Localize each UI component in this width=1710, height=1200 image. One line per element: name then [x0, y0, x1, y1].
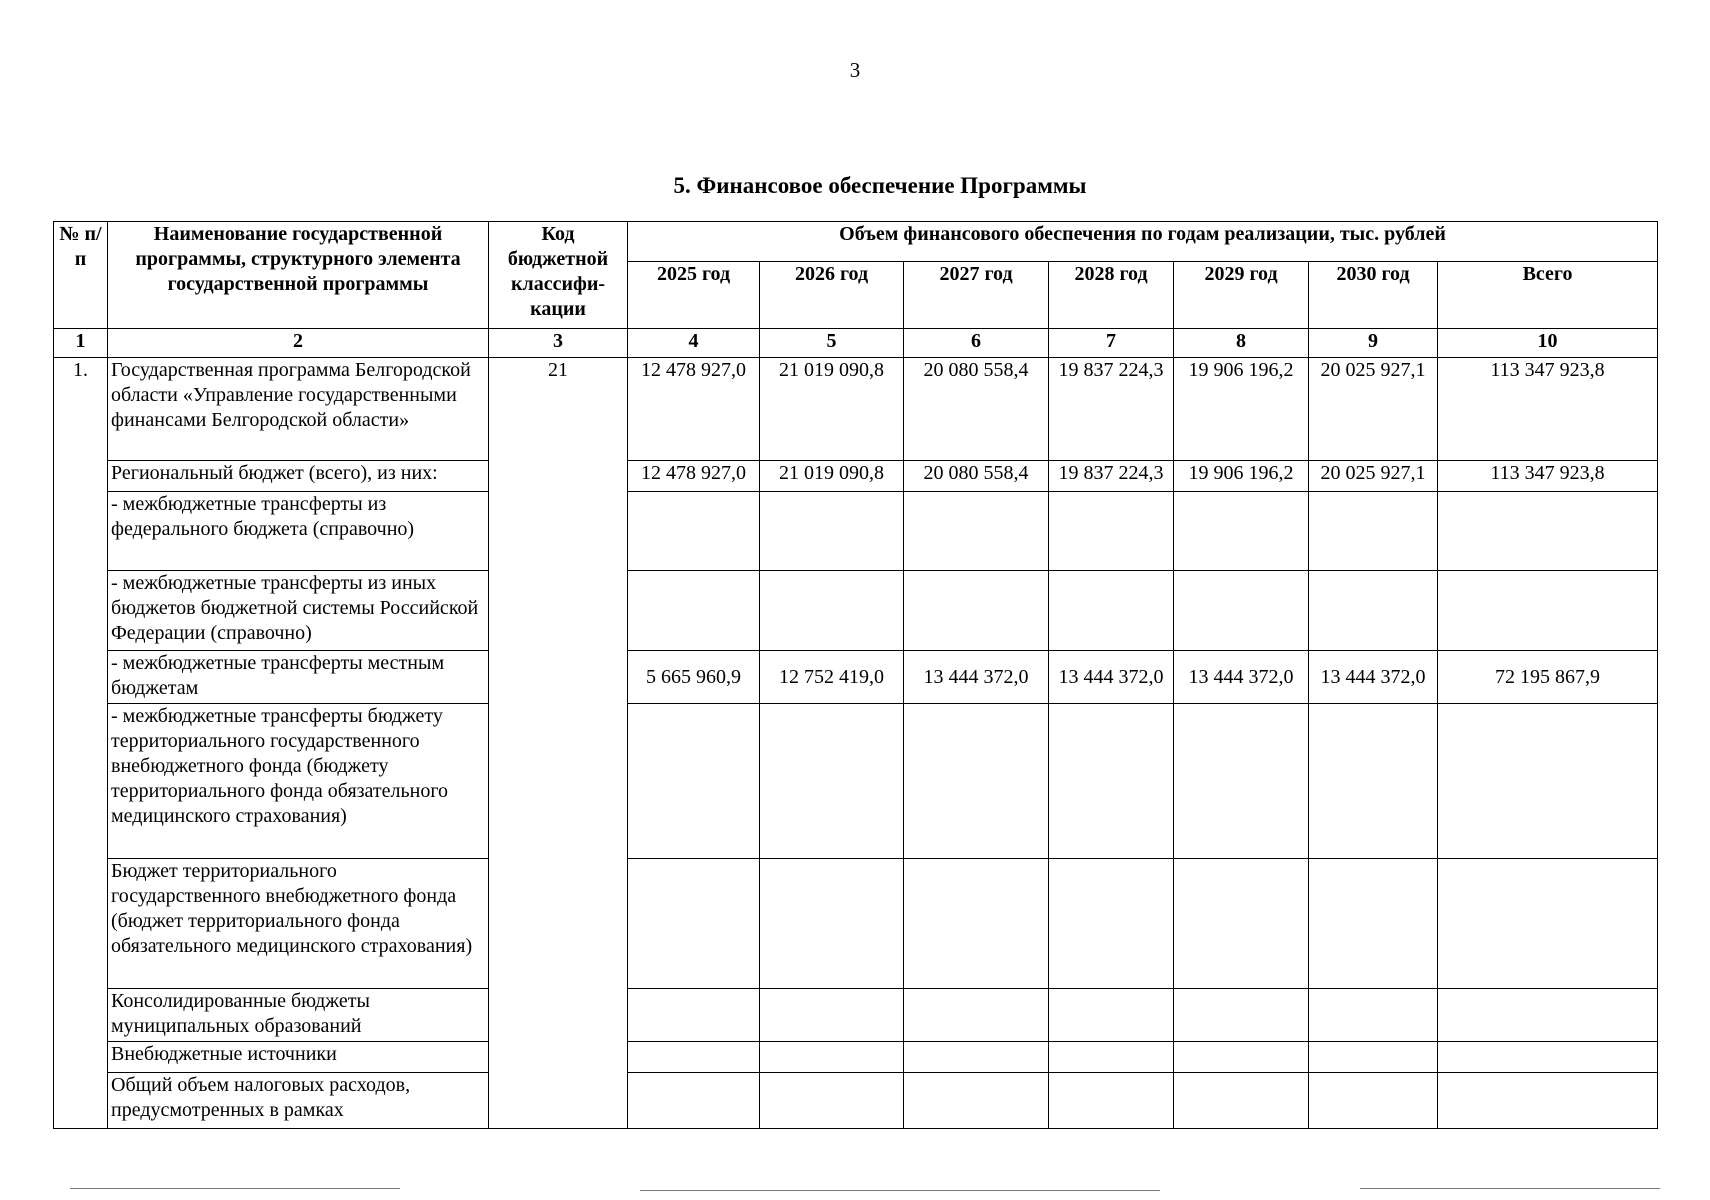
- scan-artifact: [1360, 1188, 1660, 1189]
- value-2027: [904, 859, 1049, 989]
- value-2030: [1309, 859, 1438, 989]
- value-2025: [628, 571, 760, 651]
- value-total: 113 347 923,8: [1438, 461, 1658, 492]
- value-2030: 20 025 927,1: [1309, 358, 1438, 461]
- table-row: [54, 651, 1658, 704]
- header-year-2028: 2028 год: [1049, 262, 1174, 329]
- header-total: Всего: [1438, 262, 1658, 329]
- value-2027: [904, 1042, 1049, 1073]
- value-2027: 20 080 558,4: [904, 358, 1049, 461]
- value-2027: [904, 704, 1049, 859]
- value-2028: [1049, 1073, 1174, 1129]
- value-2026: 21 019 090,8: [760, 461, 904, 492]
- table-row: [54, 358, 1658, 461]
- index-cell: 4: [628, 329, 760, 358]
- value-2028: [1049, 571, 1174, 651]
- value-2030: [1309, 492, 1438, 571]
- value-2026: [760, 704, 904, 859]
- value-total: [1438, 492, 1658, 571]
- value-2030: 20 025 927,1: [1309, 461, 1438, 492]
- value-2025: [628, 704, 760, 859]
- value-2027: [904, 989, 1049, 1042]
- value-total: [1438, 859, 1658, 989]
- value-2029: [1174, 704, 1309, 859]
- value-2028: [1049, 989, 1174, 1042]
- value-2026: [760, 1042, 904, 1073]
- value-2028: [1049, 1042, 1174, 1073]
- value-total: [1438, 1073, 1658, 1129]
- header-name: Наименование государственной программы, структурного элемента государственной программы: [108, 222, 489, 329]
- value-2028: 19 837 224,3: [1049, 358, 1174, 461]
- value-2026: 12 752 419,0: [760, 651, 904, 704]
- value-2026: [760, 989, 904, 1042]
- value-2028: 19 837 224,3: [1049, 461, 1174, 492]
- value-2027: [904, 1073, 1049, 1129]
- value-2026: [760, 1073, 904, 1129]
- value-2025: [628, 989, 760, 1042]
- value-2029: [1174, 492, 1309, 571]
- row-name: - межбюджетные трансферты бюджету территориального государственного внебюджетного фонда (бюджету территориального фонда обязательного медицинского страхования): [108, 704, 489, 859]
- value-2025: [628, 859, 760, 989]
- value-2030: [1309, 704, 1438, 859]
- row-number: 1.: [54, 358, 108, 1129]
- scan-artifact: [640, 1190, 1160, 1191]
- value-2026: [760, 571, 904, 651]
- value-2025: [628, 492, 760, 571]
- row-name: Государственная программа Белгородской области «Управление государственными финансами Белгородской области»: [108, 358, 489, 461]
- value-2027: 13 444 372,0: [904, 651, 1049, 704]
- table-row: [54, 492, 1658, 571]
- value-2029: 19 906 196,2: [1174, 461, 1309, 492]
- value-2025: [628, 1042, 760, 1073]
- table-row: [54, 859, 1658, 989]
- value-2030: [1309, 1073, 1438, 1129]
- value-2028: [1049, 859, 1174, 989]
- index-cell: 9: [1309, 329, 1438, 358]
- row-name: Региональный бюджет (всего), из них:: [108, 461, 489, 492]
- value-2027: [904, 492, 1049, 571]
- index-cell: 8: [1174, 329, 1309, 358]
- row-name: - межбюджетные трансферты из федерального бюджета (справочно): [108, 492, 489, 571]
- value-2027: [904, 571, 1049, 651]
- value-2025: 12 478 927,0: [628, 461, 760, 492]
- row-name: Общий объем налоговых расходов, предусмотренных в рамках: [108, 1073, 489, 1129]
- value-2028: [1049, 492, 1174, 571]
- value-2029: 19 906 196,2: [1174, 358, 1309, 461]
- value-total: 113 347 923,8: [1438, 358, 1658, 461]
- section-title: 5. Финансовое обеспечение Программы: [673, 173, 1087, 198]
- header-number: № п/п: [54, 222, 108, 329]
- value-2026: [760, 492, 904, 571]
- value-2029: [1174, 571, 1309, 651]
- value-total: 72 195 867,9: [1438, 651, 1658, 704]
- page-number: 3: [849, 58, 861, 82]
- value-2029: [1174, 989, 1309, 1042]
- value-2029: [1174, 1042, 1309, 1073]
- row-name: - межбюджетные трансферты из иных бюджетов бюджетной системы Российской Федерации (справочно): [108, 571, 489, 651]
- table-row: [54, 461, 1658, 492]
- table-row: [54, 1073, 1658, 1129]
- table-row: [54, 704, 1658, 859]
- table-row: [54, 1042, 1658, 1073]
- index-cell: 1: [54, 329, 108, 358]
- index-cell: 10: [1438, 329, 1658, 358]
- value-2026: 21 019 090,8: [760, 358, 904, 461]
- row-name: - межбюджетные трансферты местным бюджетам: [108, 651, 489, 704]
- value-2029: 13 444 372,0: [1174, 651, 1309, 704]
- value-2030: 13 444 372,0: [1309, 651, 1438, 704]
- index-cell: 7: [1049, 329, 1174, 358]
- row-name: Внебюджетные источники: [108, 1042, 489, 1073]
- index-cell: 6: [904, 329, 1049, 358]
- value-total: [1438, 1042, 1658, 1073]
- value-2025: 5 665 960,9: [628, 651, 760, 704]
- table-row: [54, 571, 1658, 651]
- index-cell: 2: [108, 329, 489, 358]
- value-2029: [1174, 1073, 1309, 1129]
- header-year-2030: 2030 год: [1309, 262, 1438, 329]
- header-year-2025: 2025 год: [628, 262, 760, 329]
- financing-table: [53, 221, 1658, 1129]
- value-2029: [1174, 859, 1309, 989]
- value-2026: [760, 859, 904, 989]
- value-2030: [1309, 1042, 1438, 1073]
- value-2030: [1309, 571, 1438, 651]
- value-2025: 12 478 927,0: [628, 358, 760, 461]
- value-2027: 20 080 558,4: [904, 461, 1049, 492]
- index-cell: 3: [489, 329, 628, 358]
- budget-code: 21: [489, 358, 628, 1129]
- header-volume: Объем финансового обеспечения по годам реализации, тыс. рублей: [628, 222, 1658, 262]
- value-2025: [628, 1073, 760, 1129]
- value-2028: 13 444 372,0: [1049, 651, 1174, 704]
- value-2028: [1049, 704, 1174, 859]
- header-year-2027: 2027 год: [904, 262, 1049, 329]
- index-cell: 5: [760, 329, 904, 358]
- row-name: Бюджет территориального государственного внебюджетного фонда (бюджет территориального фонда обязательного медицинского страхования): [108, 859, 489, 989]
- row-name: Консолидированные бюджеты муниципальных образований: [108, 989, 489, 1042]
- scan-artifact: [70, 1188, 400, 1189]
- value-total: [1438, 704, 1658, 859]
- header-year-2026: 2026 год: [760, 262, 904, 329]
- value-total: [1438, 571, 1658, 651]
- value-2030: [1309, 989, 1438, 1042]
- header-year-2029: 2029 год: [1174, 262, 1309, 329]
- header-code: Код бюджетной классифи-кации: [489, 222, 628, 329]
- table-row: [54, 989, 1658, 1042]
- value-total: [1438, 989, 1658, 1042]
